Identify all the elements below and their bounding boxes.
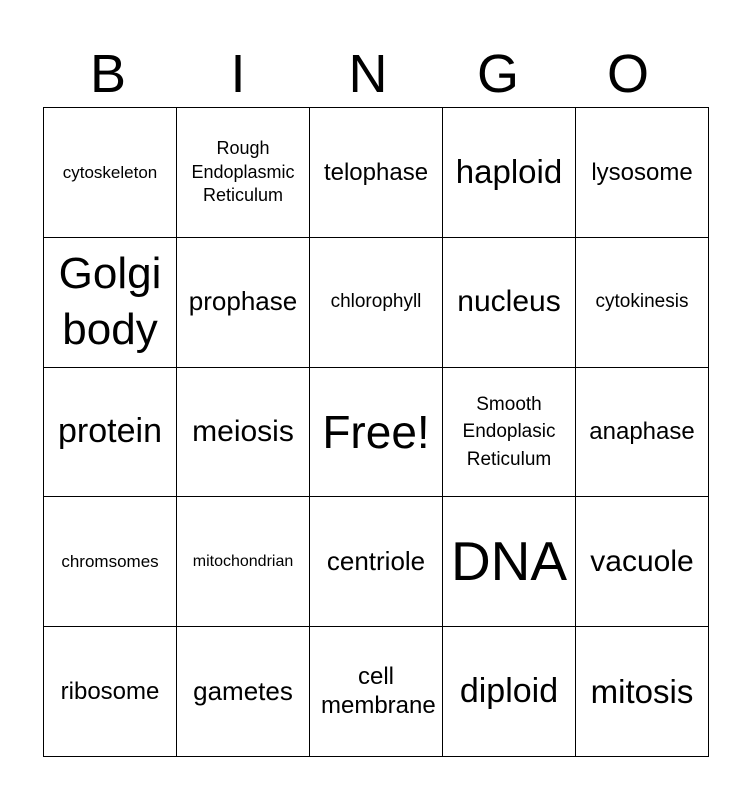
board-row [44, 497, 709, 627]
bingo-cell[interactable] [44, 627, 177, 757]
free-space-label: Free! [322, 405, 430, 458]
cell-label: lysosome [591, 158, 693, 186]
bingo-cell[interactable] [177, 237, 310, 367]
board-row [44, 237, 709, 367]
bingo-cell[interactable] [443, 497, 576, 627]
header-letter-i: I [230, 44, 246, 104]
cell-label: Rough Endoplasmic Reticulum [191, 138, 295, 206]
bingo-cell[interactable] [310, 497, 443, 627]
cell-label: meiosis [192, 414, 294, 448]
header-letter-b: B [89, 44, 127, 104]
bingo-cell[interactable] [177, 108, 310, 238]
cell-label: diploid [459, 672, 559, 711]
cell-label: prophase [188, 286, 298, 317]
cell-label: Golgi body [58, 248, 162, 355]
board-row [44, 627, 709, 757]
bingo-cell[interactable] [443, 108, 576, 238]
bingo-cell[interactable] [576, 108, 709, 238]
cell-label: cell membrane [321, 662, 436, 719]
cell-label: chlorophyll [330, 291, 422, 313]
header-letter-o: O [606, 44, 649, 104]
bingo-cell[interactable] [443, 237, 576, 367]
board-row [44, 108, 709, 238]
cell-label: telophase [323, 158, 429, 186]
bingo-cell[interactable] [576, 367, 709, 497]
cell-label: protein [58, 412, 162, 451]
bingo-cell[interactable] [576, 627, 709, 757]
cell-label: haploid [455, 153, 563, 191]
bingo-cell[interactable] [576, 237, 709, 367]
bingo-cell[interactable] [576, 497, 709, 627]
bingo-cell[interactable] [177, 367, 310, 497]
bingo-cell[interactable] [310, 627, 443, 757]
cell-label: mitosis [590, 672, 694, 710]
cell-label: mitochondrian [192, 552, 294, 570]
board-row [44, 367, 709, 497]
bingo-cell[interactable] [310, 237, 443, 367]
header-letter-n: N [348, 44, 388, 104]
cell-label: vacuole [590, 544, 694, 578]
cell-label: DNA [450, 530, 568, 593]
bingo-cell[interactable] [44, 367, 177, 497]
bingo-header [43, 40, 693, 108]
bingo-cell[interactable] [310, 108, 443, 238]
bingo-cell[interactable] [443, 627, 576, 757]
bingo-cell[interactable] [177, 497, 310, 627]
cell-label: cytokinesis [595, 291, 689, 313]
bingo-cell[interactable] [44, 237, 177, 367]
bingo-board [43, 107, 709, 757]
cell-label: Smooth Endoplasic Reticulum [462, 393, 556, 470]
bingo-cell[interactable] [177, 627, 310, 757]
cell-label: nucleus [457, 284, 561, 318]
bingo-cell[interactable] [443, 367, 576, 497]
cell-label: anaphase [589, 418, 695, 446]
free-space-cell[interactable] [310, 367, 443, 497]
cell-label: cytoskeleton [62, 162, 158, 182]
bingo-cell[interactable] [44, 108, 177, 238]
cell-label: centriole [326, 545, 426, 576]
header-letter-g: G [476, 44, 519, 104]
cell-label: ribosome [60, 677, 160, 705]
cell-label: chromsomes [61, 552, 159, 572]
cell-label: gametes [193, 675, 293, 706]
bingo-cell[interactable] [44, 497, 177, 627]
